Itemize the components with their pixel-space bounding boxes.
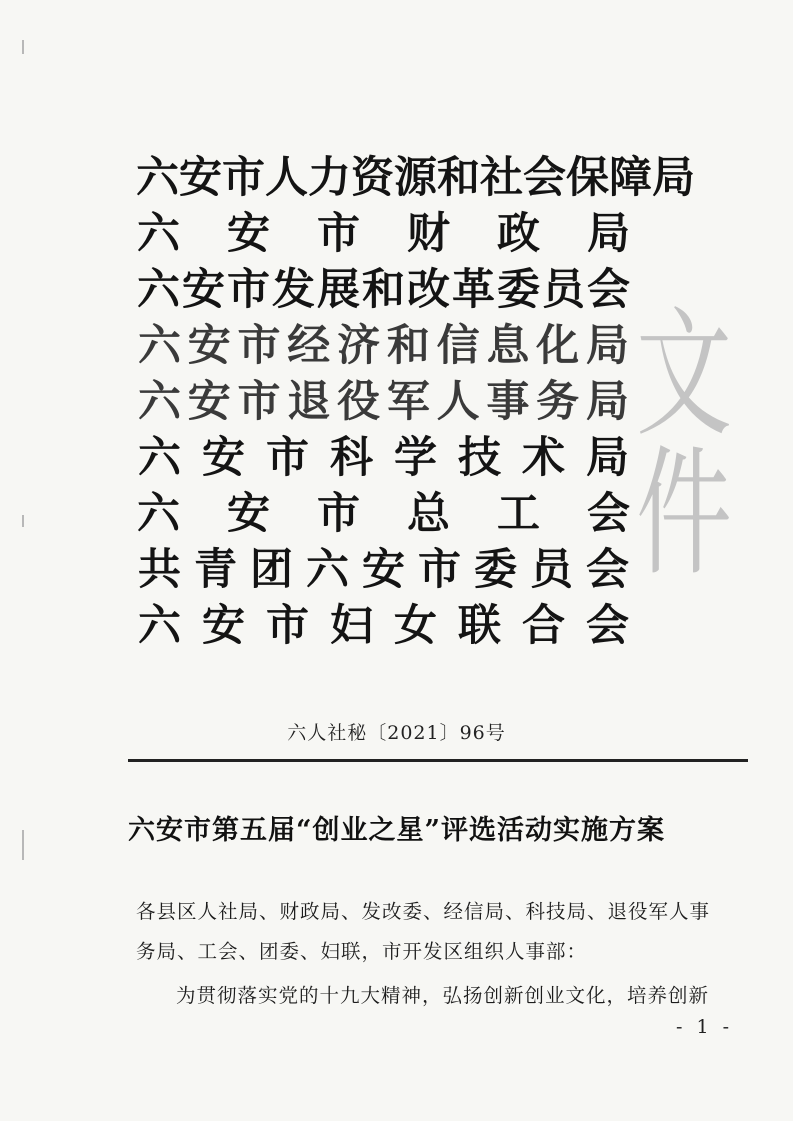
authority-char: 财 <box>407 209 450 259</box>
authority-char: 市 <box>237 321 281 371</box>
authority-char: 市 <box>266 601 309 651</box>
authority-char: 障 <box>609 153 652 203</box>
authority-char: 局 <box>652 153 695 203</box>
authority-char: 总 <box>407 489 450 539</box>
authority-char: 资 <box>351 153 394 203</box>
authority-char: 技 <box>458 433 501 483</box>
authority-char: 合 <box>522 601 565 651</box>
authority-char: 安 <box>179 153 222 203</box>
authority-char: 市 <box>418 545 461 595</box>
authority-char: 和 <box>386 321 430 371</box>
authority-char: 会 <box>586 601 629 651</box>
authority-row <box>136 374 631 430</box>
authority-char: 务 <box>536 377 580 427</box>
authority-char: 安 <box>182 265 225 315</box>
authority-char: 安 <box>227 209 270 259</box>
authority-char: 青 <box>194 545 237 595</box>
body-paragraph-line-1: 为贯彻落实党的十九大精神，弘扬创新创业文化，培养创新 <box>176 984 710 1007</box>
recipients-line-1: 各县区人社局、财政局、发改委、经信局、科技局、退役军人事 <box>136 900 711 923</box>
scan-edge-mark <box>22 515 24 527</box>
authority-char: 科 <box>330 433 373 483</box>
authority-char: 力 <box>308 153 351 203</box>
authority-char: 委 <box>497 265 540 315</box>
authority-char: 安 <box>187 321 231 371</box>
authority-char: 妇 <box>330 601 373 651</box>
authority-char: 局 <box>587 209 630 259</box>
authority-char: 团 <box>250 545 293 595</box>
separator-rule <box>128 759 748 762</box>
authority-char: 工 <box>497 489 540 539</box>
authority-char: 和 <box>362 265 405 315</box>
authority-char: 局 <box>585 377 629 427</box>
authority-char: 改 <box>407 265 450 315</box>
authority-char: 化 <box>536 321 580 371</box>
authority-char: 六 <box>138 601 181 651</box>
authority-char: 军 <box>386 377 430 427</box>
authority-char: 会 <box>587 265 630 315</box>
authority-char: 市 <box>266 433 309 483</box>
authority-row <box>136 318 631 374</box>
authority-char: 术 <box>522 433 565 483</box>
authority-char: 安 <box>227 489 270 539</box>
authority-char: 六 <box>138 377 181 427</box>
authority-char: 六 <box>137 209 180 259</box>
authority-char: 息 <box>486 321 530 371</box>
authority-char: 市 <box>227 265 270 315</box>
authority-char: 政 <box>497 209 540 259</box>
authority-row <box>136 262 631 318</box>
authority-char: 局 <box>586 433 629 483</box>
authority-char: 市 <box>222 153 265 203</box>
authority-char: 济 <box>337 321 381 371</box>
document-title: 六安市第五届“创业之星”评选活动实施方案 <box>127 815 666 846</box>
authority-row <box>136 206 631 262</box>
authority-char: 员 <box>530 545 573 595</box>
authority-char: 六 <box>138 321 181 371</box>
authority-char: 六 <box>138 433 181 483</box>
authority-char: 委 <box>474 545 517 595</box>
authority-row <box>136 542 631 598</box>
authority-char: 安 <box>362 545 405 595</box>
authority-char: 和 <box>437 153 480 203</box>
authority-char: 六 <box>136 153 179 203</box>
authority-char: 安 <box>202 601 245 651</box>
authority-char: 六 <box>137 489 180 539</box>
authority-char: 市 <box>317 209 360 259</box>
authority-char: 革 <box>452 265 495 315</box>
document-number: 六人社秘〔2021〕96号 <box>287 722 506 744</box>
authority-char: 人 <box>265 153 308 203</box>
authority-row <box>136 150 695 206</box>
authority-char: 六 <box>306 545 349 595</box>
authority-char: 会 <box>523 153 566 203</box>
scan-edge-mark <box>22 40 24 54</box>
authority-char: 役 <box>337 377 381 427</box>
authority-char: 社 <box>480 153 523 203</box>
authority-char: 保 <box>566 153 609 203</box>
authority-char: 展 <box>317 265 360 315</box>
authority-row <box>136 430 631 486</box>
recipients-line-2: 务局、工会、团委、妇联，市开发区组织人事部： <box>136 940 588 963</box>
authority-char: 发 <box>272 265 315 315</box>
authority-char: 信 <box>436 321 480 371</box>
authority-char: 市 <box>237 377 281 427</box>
authority-char: 退 <box>287 377 331 427</box>
authority-row <box>136 598 631 654</box>
authority-char: 事 <box>486 377 530 427</box>
stamp-wenjian: 文件 <box>636 293 724 595</box>
page-number: - 1 - <box>676 1016 734 1038</box>
authority-char: 局 <box>585 321 629 371</box>
authority-row <box>136 486 631 542</box>
authority-char: 安 <box>202 433 245 483</box>
authority-char: 人 <box>436 377 480 427</box>
authority-char: 联 <box>458 601 501 651</box>
authority-char: 共 <box>138 545 181 595</box>
authority-char: 市 <box>317 489 360 539</box>
authority-char: 会 <box>586 545 629 595</box>
authority-char: 员 <box>542 265 585 315</box>
authority-char: 学 <box>394 433 437 483</box>
authority-char: 安 <box>187 377 231 427</box>
authority-char: 会 <box>587 489 630 539</box>
authority-char: 源 <box>394 153 437 203</box>
authority-char: 六 <box>137 265 180 315</box>
authority-char: 经 <box>287 321 331 371</box>
authority-char: 女 <box>394 601 437 651</box>
